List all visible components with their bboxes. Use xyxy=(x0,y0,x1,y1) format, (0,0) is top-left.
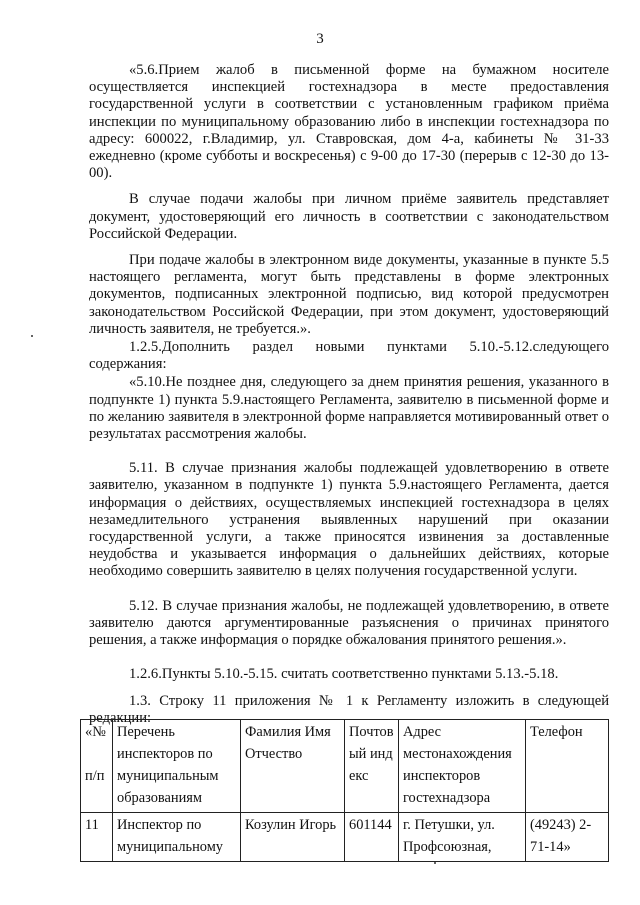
row-phone: (49243) 2-71-14» xyxy=(526,813,609,862)
table-row xyxy=(81,813,609,862)
paragraph-1-2-6: 1.2.6.Пункты 5.10.-5.15. считать соответственно пунктами 5.13.-5.18. xyxy=(129,666,559,683)
header-address: Адрес местонахождения инспекторов гостехнадзора xyxy=(399,720,526,813)
row-position: Инспектор по муниципальному xyxy=(113,813,241,862)
document-body xyxy=(89,62,609,727)
table-header-row xyxy=(81,720,609,813)
paragraph-5-12: 5.12. В случае признания жалобы, не подлежащей удовлетворению, в ответе заявителю даются аргументированные разъяснения о причинах принятого решения, а также информация о порядке обжалования принятого решения.». xyxy=(89,597,609,649)
header-phone: Телефон xyxy=(526,720,609,813)
header-full-name: Фамилия Имя Отчество xyxy=(241,720,345,813)
row-full-name: Козулин Игорь xyxy=(241,813,345,862)
header-postal-index: Почтовый индекс xyxy=(345,720,399,813)
paragraph-5-11: 5.11. В случае признания жалобы подлежащей удовлетворению в ответе заявителю, указанном в подпункте 1) пункта 5.9.настоящего Регламента, дается информация о действиях, осуществляемых инспекцией гостехнадзора в целях незамедлительного устранения выявленных нарушений при оказании государственной услуги, а также приносятся извинения за доставленные неудобства и указывается информация о дальнейших действиях, которые необходимо совершить заявителю в целях получения государственной услуги. xyxy=(89,460,609,580)
paragraph-5-6: «5.6.Прием жалоб в письменной форме на бумажном носителе осуществляется инспекцией гостехнадзора в месте предоставления государственной услуги в соответствии с установленным графиком приёма инспекции по муниципальному образованию либо в инспекции гостехнадзора по адресу: 600022, г.Владимир, ул. Ставровская, дом 4-а, кабинеты № 31-33 ежедневно (кроме субботы и воскресенья) с 9-00 до 17-30 (перерыв с 12-30 до 13-00). xyxy=(89,62,609,182)
scan-speck xyxy=(31,335,33,337)
header-inspectors-list: Перечень инспекторов по муниципальным образованиям xyxy=(113,720,241,813)
row-number: 11 xyxy=(81,813,113,862)
paragraph-1-2-5: 1.2.5.Дополнить раздел новыми пунктами 5.10.-5.12.следующего содержания: xyxy=(89,339,609,373)
scan-speck xyxy=(434,862,436,864)
row-address: г. Петушки, ул. Профсоюзная, xyxy=(399,813,526,862)
paragraph-5-10: «5.10.Не позднее дня, следующего за днем принятия решения, указанного в подпункте 1) пункта 5.9.настоящего Регламента, заявителю в письменной форме и по желанию заявителя в электронной форме направляется мотивированный ответ о результатах рассмотрения жалобы. xyxy=(89,374,609,443)
page-number: 3 xyxy=(316,31,324,47)
paragraph-1-3: 1.3. Строку 11 приложения № 1 к Регламенту изложить в следующей редакции: xyxy=(89,692,609,726)
header-number: «№ п/п xyxy=(81,720,113,813)
paragraph-electronic-submission: При подаче жалобы в электронном виде документы, указанные в пункте 5.5 настоящего регламента, могут быть представлены в форме электронных документов, подписанных электронной подписью, вид которой предусмотрен законодательством Российской Федерации, при этом документ, удостоверяющий личность заявителя, не требуется.». xyxy=(89,252,609,337)
row-postal-index: 601144 xyxy=(345,813,399,862)
paragraph-personal-reception: В случае подачи жалобы при личном приёме заявитель представляет документ, удостоверяющий его личность в соответствии с законодательством Российской Федерации. xyxy=(89,191,609,242)
inspectors-table xyxy=(80,719,609,862)
